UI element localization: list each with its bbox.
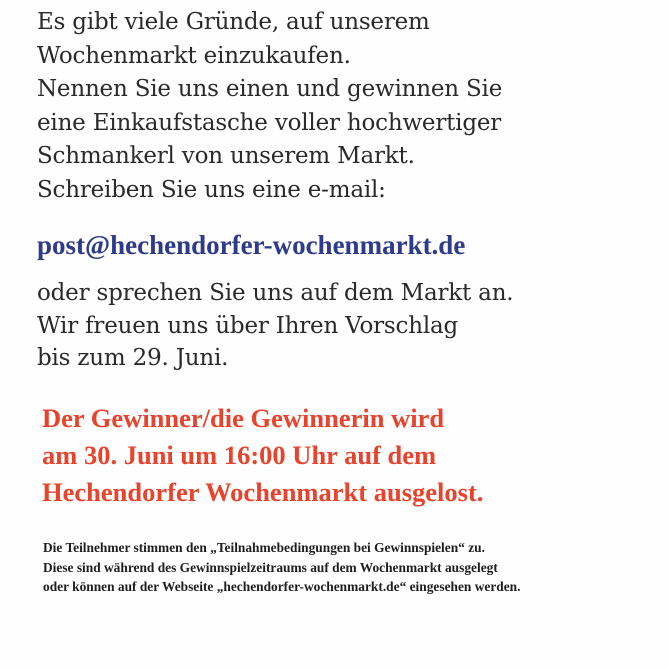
terms-line: oder können auf der Webseite „hechendorfer-wochenmarkt.de“ eingesehen werden. <box>43 579 521 594</box>
intro-line: Schreiben Sie uns eine e-mail: <box>37 176 386 203</box>
follow-up-line: Wir freuen uns über Ihren Vorschlag <box>37 312 459 339</box>
follow-up-paragraph <box>37 277 669 375</box>
terms-line: Diese sind während des Gewinnspielzeitraums auf dem Wochenmarkt ausgelegt <box>43 559 498 575</box>
intro-line: Wochenmarkt einzukaufen. <box>37 42 351 69</box>
intro-line: Schmankerl von unserem Markt. <box>37 143 415 170</box>
winner-line: Der Gewinner/die Gewinnerin wird <box>42 403 445 433</box>
winner-announcement <box>42 400 669 511</box>
winner-line: Hechendorfer Wochenmarkt ausgelost. <box>42 477 484 507</box>
follow-up-line: bis zum 29. Juni. <box>37 345 229 371</box>
intro-line: Nennen Sie uns einen und gewinnen Sie <box>37 76 503 103</box>
intro-line: eine Einkaufstasche voller hochwertiger <box>37 109 502 136</box>
intro-line: Es gibt viele Gründe, auf unserem <box>37 9 430 35</box>
terms-notice <box>43 538 669 597</box>
winner-line: am 30. Juni um 16:00 Uhr auf dem <box>42 440 437 470</box>
intro-paragraph <box>37 6 669 208</box>
contact-email: post@hechendorfer-wochenmarkt.de <box>37 230 466 260</box>
follow-up-line: oder sprechen Sie uns auf dem Markt an. <box>37 280 514 306</box>
terms-line: Die Teilnehmer stimmen den „Teilnahmebedingungen bei Gewinnspielen“ zu. <box>43 540 485 555</box>
